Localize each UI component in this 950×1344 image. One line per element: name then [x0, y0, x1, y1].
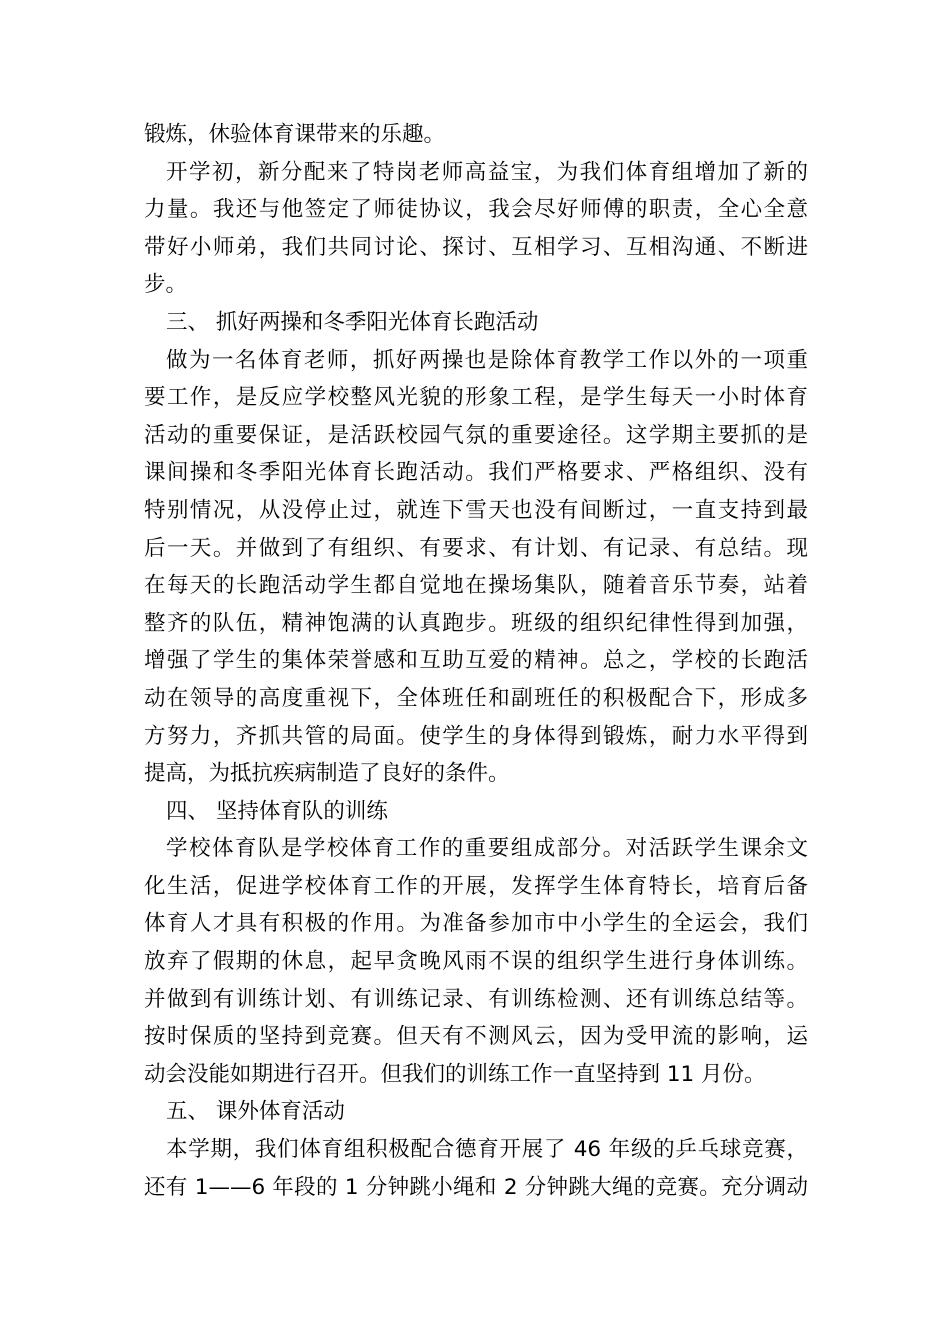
paragraph-line: 增强了学生的集体荣誉感和互助互爱的精神。总之，学校的长跑活	[144, 648, 808, 674]
paragraph-first-line: 本学期，我们体育组积极配合德育开展了 46 年级的乒乓球竞赛，	[166, 1137, 808, 1163]
paragraph-line: 后一天。并做到了有组织、有要求、有计划、有记录、有总结。现	[144, 535, 808, 561]
paragraph-line: 活动的重要保证，是活跃校园气氛的重要途径。这学期主要抓的是	[144, 422, 808, 448]
paragraph-line: 要工作，是反应学校整风光貌的形象工程，是学生每天一小时体育	[144, 385, 808, 411]
body-text	[144, 116, 808, 1206]
paragraph-line: 提高，为抵抗疾病制造了良好的条件。	[144, 761, 510, 787]
paragraph-line: 动在领导的高度重视下，全体班任和副班任的积极配合下，形成多	[144, 685, 808, 711]
paragraph-line: 还有 1——6 年段的 1 分钟跳小绳和 2 分钟跳大绳的竞赛。充分调动	[144, 1174, 808, 1200]
paragraph-line: 特别情况，从没停止过，就连下雪天也没有间断过，一直支持到最	[144, 497, 808, 523]
section-heading: 四、 坚持体育队的训练	[166, 798, 388, 824]
paragraph-first-line: 开学初，新分配来了特岗老师高益宝，为我们体育组增加了新的	[166, 159, 808, 185]
section-heading: 五、 课外体育活动	[166, 1099, 345, 1125]
paragraph-line: 放弃了假期的休息，起早贪晚风雨不误的组织学生进行身体训练。	[144, 949, 808, 975]
paragraph-line: 并做到有训练计划、有训练记录、有训练检测、还有训练总结等。	[144, 986, 808, 1012]
paragraph-line: 锻炼，休验体育课带来的乐趣。	[144, 122, 446, 147]
paragraph-first-line: 做为一名体育老师，抓好两操也是除体育教学工作以外的一项重	[166, 347, 808, 373]
paragraph-first-line: 学校体育队是学校体育工作的重要组成部分。对活跃学生课余文	[166, 836, 808, 862]
paragraph-line: 体育人才具有积极的作用。为准备参加市中小学生的全运会，我们	[144, 911, 808, 937]
paragraph-line: 整齐的队伍，精神饱满的认真跑步。班级的组织纪律性得到加强，	[144, 610, 808, 636]
paragraph-line: 动会没能如期进行召开。但我们的训练工作一直坚持到 11 月份。	[144, 1061, 766, 1087]
paragraph-line: 课间操和冬季阳光体育长跑活动。我们严格要求、严格组织、没有	[144, 460, 808, 486]
paragraph-line: 方努力，齐抓共管的局面。使学生的身体得到锻炼，耐力水平得到	[144, 723, 808, 749]
paragraph-line: 步。	[144, 272, 188, 298]
paragraph-line: 带好小师弟，我们共同讨论、探讨、互相学习、互相沟通、不断进	[144, 234, 808, 260]
paragraph-line: 按时保质的坚持到竞赛。但天有不测风云，因为受甲流的影响，运	[144, 1024, 808, 1050]
paragraph-line: 化生活，促进学校体育工作的开展，发挥学生体育特长，培育后备	[144, 873, 808, 899]
paragraph-line: 在每天的长跑活动学生都自觉地在操场集队，随着音乐节奏，站着	[144, 573, 808, 599]
paragraph-line: 力量。我还与他签定了师徒协议，我会尽好师傅的职责，全心全意	[144, 197, 808, 223]
section-heading: 三、 抓好两操和冬季阳光体育长跑活动	[166, 309, 539, 335]
